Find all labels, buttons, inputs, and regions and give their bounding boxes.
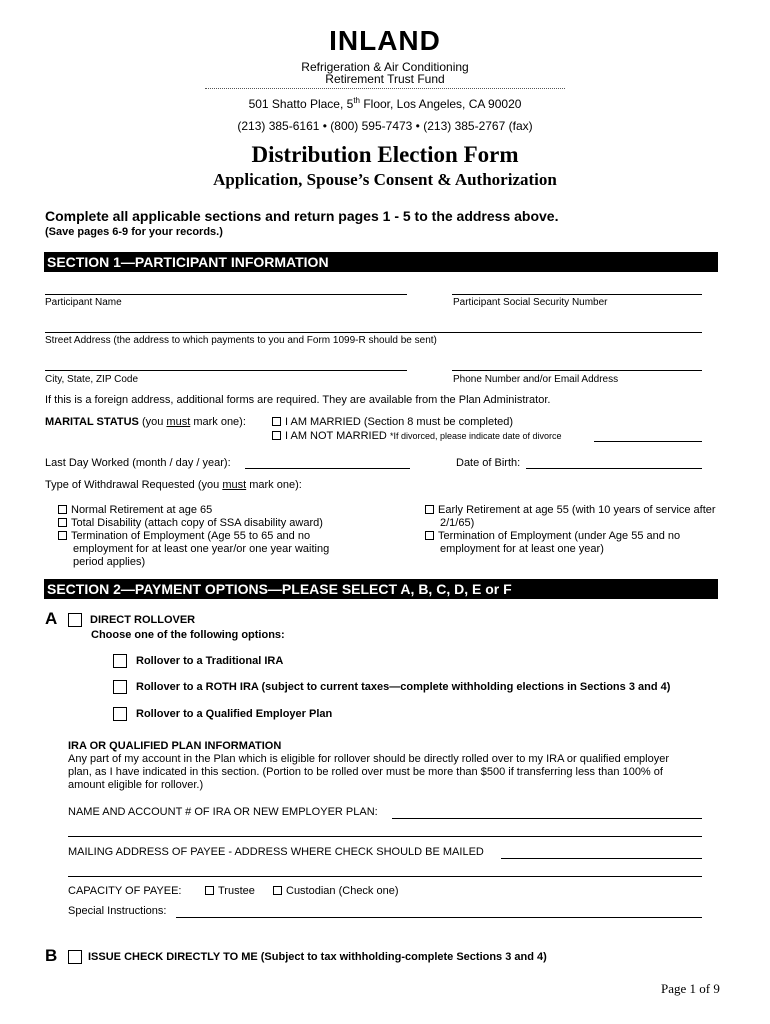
termination-55-65-checkbox[interactable] (58, 531, 67, 540)
instruction: Complete all applicable sections and return pages 1 - 5 to the address above. (45, 208, 559, 224)
org-name-line1: Refrigeration & Air Conditioning (301, 60, 469, 74)
roth-ira-label: Rollover to a ROTH IRA (subject to current taxes—complete withholding elections in Sections 3 and 4) (136, 681, 671, 693)
fund-phones: (213) 385-6161 • (800) 595-7473 • (213) 385-2767 (fax) (237, 119, 533, 133)
trustee-option[interactable]: Trustee (205, 885, 255, 897)
special-instructions-label: Special Instructions: (68, 905, 167, 917)
termination-under-55-cont: employment for at least one year) (440, 543, 604, 555)
traditional-ira-label: Rollover to a Traditional IRA (136, 655, 284, 667)
not-married-checkbox[interactable] (272, 431, 281, 440)
early-retirement-cont: 2/1/65) (440, 517, 475, 529)
termination-under-55-checkbox[interactable] (425, 531, 434, 540)
divorce-date-field[interactable] (594, 441, 702, 442)
ira-info-text2: plan, as I have indicated in this section. (Portion to be rolled over must be more than $500 if transferring less than 100% of (68, 766, 663, 778)
issue-check-label: ISSUE CHECK DIRECTLY TO ME (Subject to tax withholding-complete Sections 3 and 4) (88, 951, 547, 963)
participant-name-field[interactable] (45, 294, 407, 295)
married-checkbox[interactable] (272, 417, 281, 426)
direct-rollover-choose: Choose one of the following options: (91, 629, 285, 641)
qualified-plan-label: Rollover to a Qualified Employer Plan (136, 708, 333, 720)
capacity-label: CAPACITY OF PAYEE: (68, 885, 182, 897)
termination-55-65-cont2: period applies) (73, 556, 146, 568)
last-day-worked-field[interactable] (245, 468, 410, 469)
name-account-label: NAME AND ACCOUNT # OF IRA OR NEW EMPLOYER PLAN: (68, 806, 378, 818)
option-b-letter: B (45, 946, 58, 965)
traditional-ira-checkbox[interactable] (113, 654, 127, 668)
termination-under-55-option[interactable]: Termination of Employment (under Age 55 and no (425, 530, 680, 542)
roth-ira-checkbox[interactable] (113, 680, 127, 694)
phone-email-label: Phone Number and/or Email Address (453, 374, 619, 385)
participant-name-label: Participant Name (45, 297, 122, 308)
name-account-field-2[interactable] (68, 836, 702, 837)
withdrawal-type-label: Type of Withdrawal Requested (you must mark one): (45, 479, 302, 491)
ssn-field[interactable] (452, 294, 702, 295)
phone-email-field[interactable] (452, 370, 702, 371)
direct-rollover-title: DIRECT ROLLOVER (90, 614, 196, 626)
city-state-zip-label: City, State, ZIP Code (45, 374, 139, 385)
termination-55-65-cont1: employment for at least one year/or one year waiting (73, 543, 330, 555)
street-address-label: Street Address (the address to which payments to you and Form 1099-R should be sent) (45, 335, 437, 346)
page-number: Page 1 of 9 (661, 981, 720, 996)
total-disability-checkbox[interactable] (58, 518, 67, 527)
city-state-zip-field[interactable] (45, 370, 407, 371)
married-option[interactable]: I AM MARRIED (Section 8 must be completed) (272, 416, 513, 428)
termination-55-65-option[interactable]: Termination of Employment (Age 55 to 65 and no (58, 530, 310, 542)
early-retirement-option[interactable]: Early Retirement at age 55 (with 10 years of service after (425, 504, 716, 516)
direct-rollover-checkbox[interactable] (68, 613, 82, 627)
mailing-address-field-2[interactable] (68, 876, 702, 877)
header-divider (205, 88, 565, 89)
instruction-note: (Save pages 6-9 for your records.) (45, 226, 223, 238)
custodian-option[interactable]: Custodian (Check one) (273, 885, 399, 897)
name-account-field[interactable] (392, 818, 702, 819)
trustee-checkbox[interactable] (205, 886, 214, 895)
ira-info-heading: IRA OR QUALIFIED PLAN INFORMATION (68, 740, 282, 752)
early-retirement-checkbox[interactable] (425, 505, 434, 514)
option-a-letter: A (45, 609, 58, 628)
section1-heading: SECTION 1—PARTICIPANT INFORMATION (44, 252, 718, 272)
fund-address: 501 Shatto Place, 5th Floor, Los Angeles, CA 90020 (248, 96, 522, 111)
date-of-birth-label: Date of Birth: (456, 457, 521, 469)
mailing-address-field[interactable] (501, 858, 702, 859)
section2-heading: SECTION 2—PAYMENT OPTIONS—PLEASE SELECT A, B, C, D, E or F (44, 579, 718, 599)
last-day-worked-label: Last Day Worked (month / day / year): (45, 457, 231, 469)
mailing-address-label: MAILING ADDRESS OF PAYEE - ADDRESS WHERE CHECK SHOULD BE MAILED (68, 846, 484, 858)
ira-info-text1: Any part of my account in the Plan which is eligible for rollover should be directly rolled over to my IRA or qualified employer (68, 753, 670, 765)
not-married-option[interactable]: I AM NOT MARRIED *If divorced, please indicate date of divorce (272, 430, 562, 442)
date-of-birth-field[interactable] (526, 468, 702, 469)
fund-logo: INLAND (329, 25, 441, 56)
custodian-checkbox[interactable] (273, 886, 282, 895)
normal-retirement-checkbox[interactable] (58, 505, 67, 514)
marital-status-label: MARITAL STATUS (you must mark one): (45, 416, 246, 428)
form-subtitle: Application, Spouse’s Consent & Authorization (213, 170, 557, 189)
normal-retirement-option[interactable]: Normal Retirement at age 65 (58, 504, 212, 516)
total-disability-option[interactable]: Total Disability (attach copy of SSA disability award) (58, 517, 323, 529)
form-title: Distribution Election Form (251, 142, 519, 167)
qualified-plan-checkbox[interactable] (113, 707, 127, 721)
org-name-line2: Retirement Trust Fund (325, 72, 445, 86)
special-instructions-field[interactable] (176, 917, 702, 918)
ira-info-text3: amount eligible for rollover.) (68, 779, 204, 791)
ssn-label: Participant Social Security Number (453, 297, 608, 308)
issue-check-checkbox[interactable] (68, 950, 82, 964)
foreign-address-note: If this is a foreign address, additional forms are required. They are available from the Plan Administrator. (45, 394, 551, 406)
street-address-field[interactable] (45, 332, 702, 333)
